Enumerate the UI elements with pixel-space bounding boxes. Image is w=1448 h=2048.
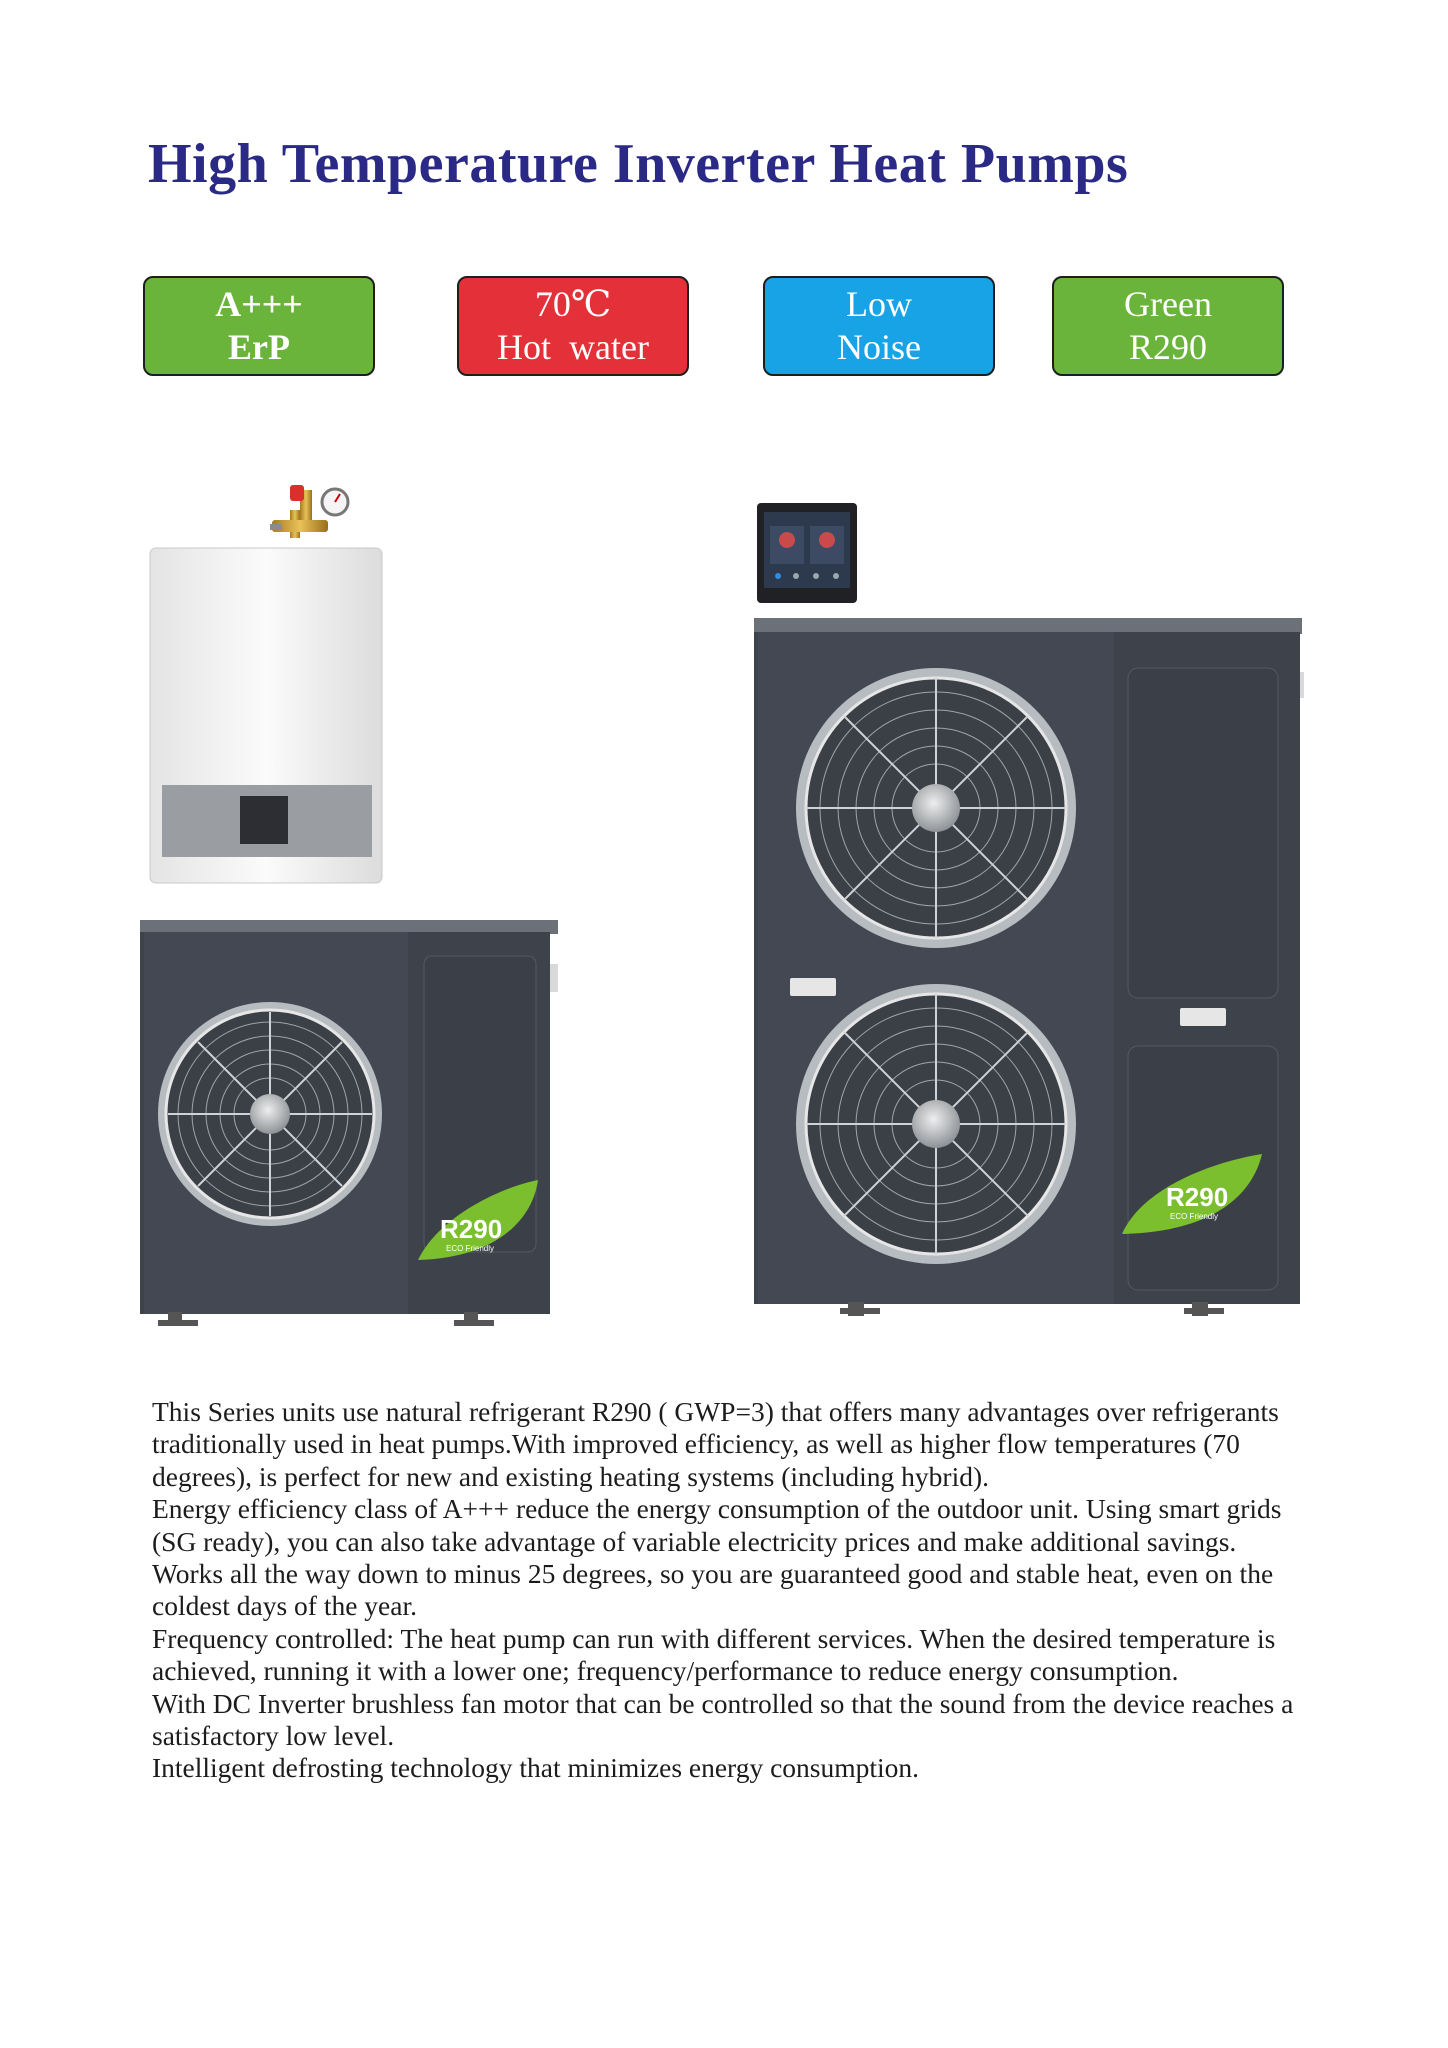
small-heat-pump-image bbox=[138, 918, 564, 1328]
badge-erp-line1: A+++ bbox=[215, 284, 303, 324]
badge-low-noise bbox=[763, 276, 995, 376]
valve-assembly bbox=[270, 485, 348, 538]
description-paragraph: Frequency controlled: The heat pump can run with different services. When the desired temperature is achieved, running it with a lower one; frequency/performance to reduce energy consumption. bbox=[152, 1622, 1276, 1687]
page-title: High Temperature Inverter Heat Pumps bbox=[148, 133, 1129, 195]
badge-green-r290 bbox=[1052, 276, 1284, 376]
badge-hot-water bbox=[457, 276, 689, 376]
r290-logo-text: R290 bbox=[440, 1214, 503, 1244]
large-heat-pump-image bbox=[752, 616, 1304, 1316]
r290-logo-sub: ECO Friendly bbox=[446, 1244, 495, 1253]
badge-hot-water-line2: Hot water bbox=[497, 327, 649, 367]
upper-fan-grille-icon bbox=[796, 668, 1076, 948]
badge-erp bbox=[143, 276, 375, 376]
indoor-unit-image bbox=[140, 480, 400, 885]
r290-logo-large-sub: ECO Friendly bbox=[1170, 1212, 1219, 1221]
badge-low-noise-line2: Noise bbox=[837, 327, 921, 367]
badge-hot-water-line1: 70℃ bbox=[534, 284, 612, 324]
description-paragraph: Intelligent defrosting technology that minimizes energy consumption. bbox=[152, 1752, 920, 1784]
description-paragraph: Energy efficiency class of A+++ reduce the energy consumption of the outdoor unit. Using smart grids (SG ready), you can also take advantage of variable electricity prices and make additional savings. bbox=[152, 1493, 1282, 1557]
description-paragraph: With DC Inverter brushless fan motor that can be controlled so that the sound from the device reaches a satisfactory low level. bbox=[152, 1687, 1294, 1752]
description-paragraph: This Series units use natural refrigerant R290 ( GWP=3) that offers many advantages over refrigerants traditionally used in heat pumps.With improved efficiency, as well as higher flow temperatures (70 degrees), is perfect for new and existing heating systems (including hybrid). bbox=[152, 1396, 1279, 1492]
controller-image bbox=[756, 502, 858, 604]
badge-green-r290-line2: R290 bbox=[1128, 327, 1207, 367]
badge-erp-line2: ErP bbox=[228, 327, 290, 367]
description-paragraph: Works all the way down to minus 25 degrees, so you are guaranteed good and stable heat, even on the coldest days of the year. bbox=[152, 1558, 1274, 1622]
badge-low-noise-line1: Low bbox=[846, 284, 912, 324]
description bbox=[152, 1396, 1332, 1785]
badge-green-r290-line1: Green bbox=[1124, 284, 1212, 324]
r290-logo-large-text: R290 bbox=[1166, 1182, 1229, 1212]
lower-fan-grille-icon bbox=[796, 984, 1076, 1264]
fan-grille-icon bbox=[158, 1002, 382, 1226]
